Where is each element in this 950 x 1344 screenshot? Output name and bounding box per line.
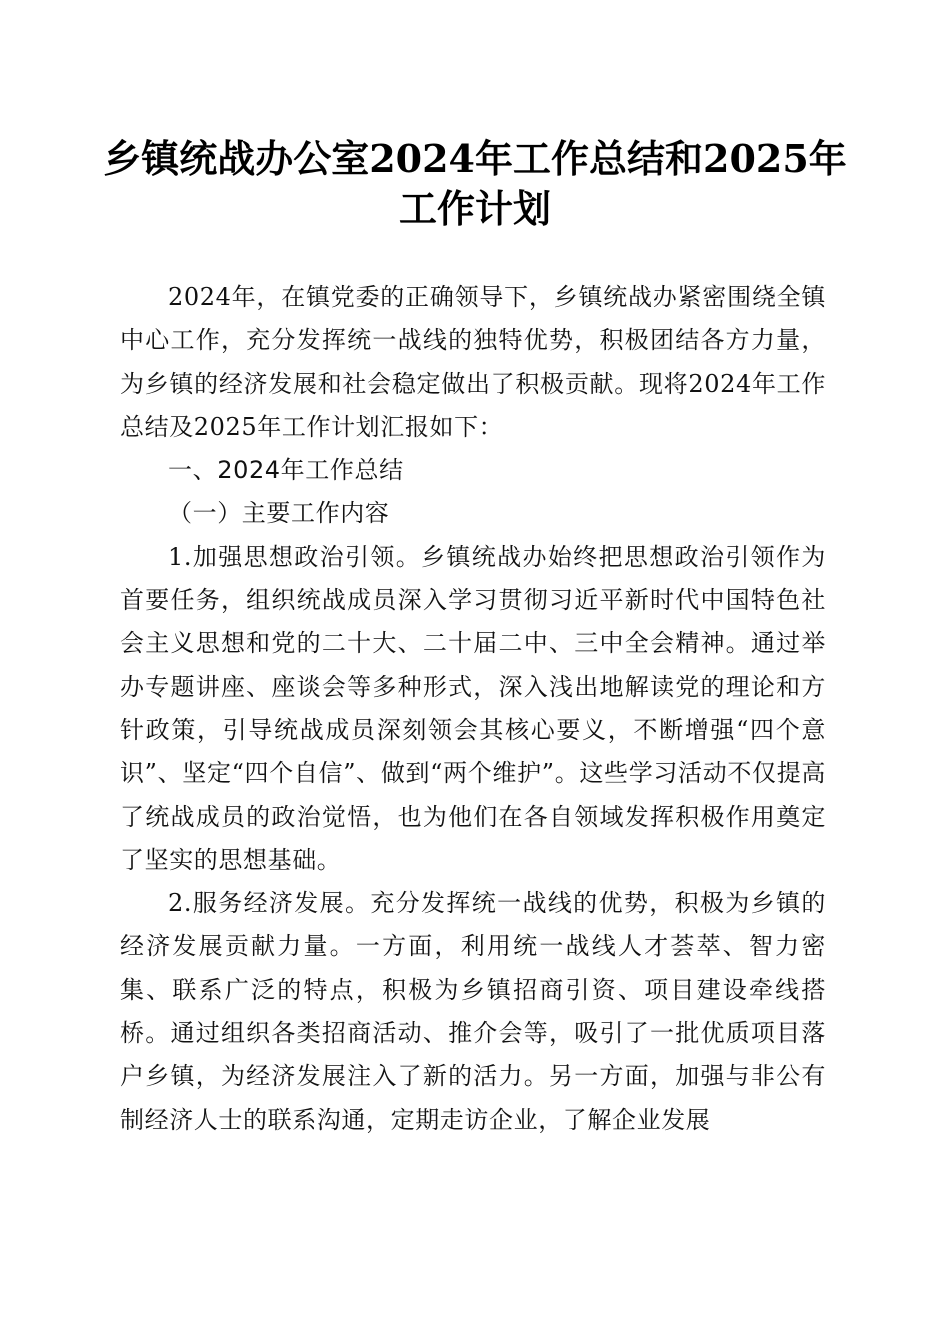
document-title: 乡镇统战办公室2024年工作总结和2025年工作计划 [103, 136, 847, 231]
intro-paragraph: 2024年，在镇党委的正确领导下，乡镇统战办紧密围绕全镇中心工作，充分发挥统一战线的独特优势，积极团结各方力量，为乡镇的经济发展和社会稳定做出了积极贡献。现将2024年工作总结及2025年工作计划汇报如下： [120, 283, 826, 441]
section-heading: 一、2024年工作总结 [168, 456, 404, 485]
item-2-paragraph: 2.服务经济发展。充分发挥统一战线的优势，积极为乡镇的经济发展贡献力量。一方面，利用统一战线人才荟萃、智力密集、联系广泛的特点，积极为乡镇招商引资、项目建设牵线搭桥。通过组织各类招商活动、推介会等，吸引了一批优质项目落户乡镇，为经济发展注入了新的活力。另一方面，加强与非公有制经济人士的联系沟通，定期走访企业，了解企业发展 [120, 889, 826, 1134]
item-1-paragraph: 1.加强思想政治引领。乡镇统战办始终把思想政治引领作为首要任务，组织统战成员深入学习贯彻习近平新时代中国特色社会主义思想和党的二十大、二十届二中、三中全会精神。通过举办专题讲座、座谈会等多种形式，深入浅出地解读党的理论和方针政策，引导统战成员深刻领会其核心要义，不断增强“四个意识”、坚定“四个自信”、做到“两个维护”。这些学习活动不仅提高了统战成员的政治觉悟，也为他们在各自领域发挥积极作用奠定了坚实的思想基础。 [120, 542, 826, 874]
document-body [120, 276, 826, 1142]
subsection-heading: （一）主要工作内容 [168, 499, 390, 528]
